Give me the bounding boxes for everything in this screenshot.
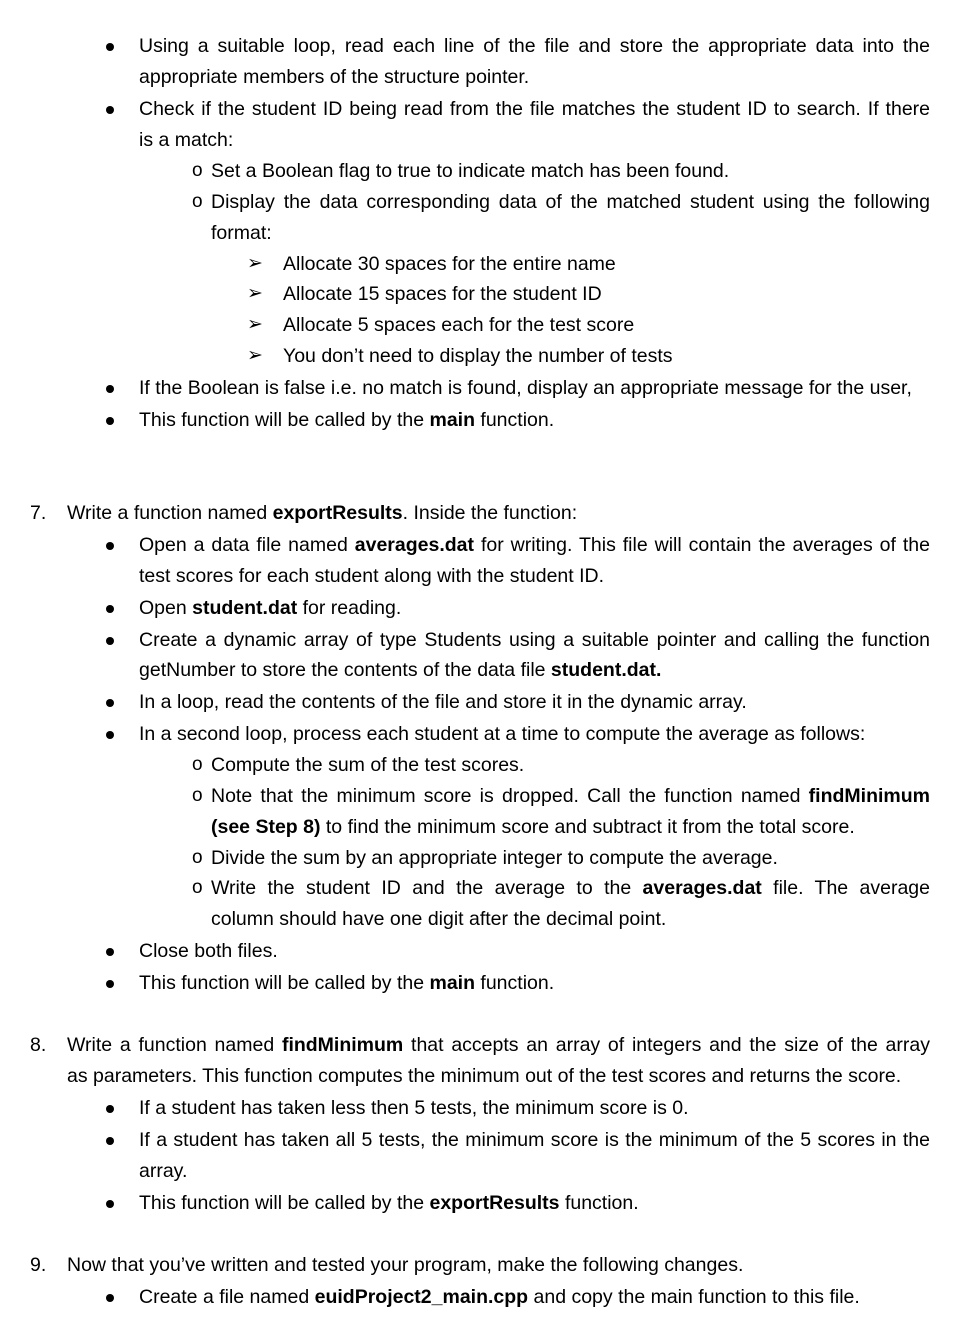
bullet-dynamic-array: Create a dynamic array of type Students using a suitable pointer and calling the function [139,625,930,656]
bullet-second-loop: In a second loop, process each student at a time to compute the average as follows: [139,719,865,750]
item-number-8: 8. [30,1034,47,1056]
arrow-item-no-tests: ➢ You don’t need to display the number of tests [283,341,673,372]
bullet-check-id: Check if the student ID being read from the file matches the student ID to search. If there [139,94,930,125]
bullet-read-loop-cont: appropriate members of the structure pointer. [139,66,530,88]
sub-write-average-cont: column should have one digit after the decimal point. [211,908,667,930]
bullet-read-into-array: In a loop, read the contents of the file and store it in the dynamic array. [139,687,747,718]
bullet-check-id-cont: is a match: [139,129,234,151]
bullet-all-5: If a student has taken all 5 tests, the minimum score is the minimum of the 5 scores in the [139,1125,930,1156]
bullet-all-5-cont: array. [139,1160,188,1182]
bullet-called-by-export: This function will be called by the exportResults function. [139,1188,639,1219]
bullet-called-by-main-7: This function will be called by the main function. [139,968,554,999]
arrow-item-name-width: ➢ Allocate 30 spaces for the entire name [283,249,616,280]
item-8-heading: Write a function named findMinimum that accepts an array of integers and the size of the array [67,1034,930,1056]
sub-display-data: o Display the data corresponding data of the matched student using the following [211,187,930,218]
sub-drop-minimum-cont: (see Step 8) to find the minimum score and subtract it from the total score. [211,816,855,838]
bullet-open-student: Open student.dat for reading. [139,593,401,624]
bullet-dynamic-array-cont: getNumber to store the contents of the data file student.dat. [139,659,662,681]
bullet-read-loop: Using a suitable loop, read each line of the file and store the appropriate data into the [139,31,930,62]
sub-compute-sum: o Compute the sum of the test scores. [211,750,524,781]
item-number-7: 7. [30,502,47,524]
sub-divide-sum: o Divide the sum by an appropriate integer to compute the average. [211,843,778,874]
arrow-item-score-width: ➢ Allocate 5 spaces each for the test score [283,310,634,341]
item-7-heading: Write a function named exportResults. Inside the function: [67,502,578,524]
sub-drop-minimum: o Note that the minimum score is dropped. Call the function named findMinimum [211,781,930,812]
item-9-heading: Now that you’ve written and tested your program, make the following changes. [67,1254,744,1276]
sub-write-average: o Write the student ID and the average to the averages.dat file. The average [211,873,930,904]
bullet-close-files: Close both files. [139,936,278,967]
arrow-item-id-width: ➢ Allocate 15 spaces for the student ID [283,279,602,310]
bullet-less-than-5: If a student has taken less then 5 tests, the minimum score is 0. [139,1093,689,1124]
item-8-heading-cont: as parameters. This function computes the minimum out of the test scores and returns the score. [67,1065,902,1087]
bullet-no-match: If the Boolean is false i.e. no match is found, display an appropriate message for the user, [139,373,912,404]
bullet-open-averages-cont: test scores for each student along with the student ID. [139,565,605,587]
sub-display-data-cont: format: [211,222,272,244]
item-number-9: 9. [30,1254,47,1276]
bullet-called-by-main: This function will be called by the main function. [139,405,554,436]
bullet-create-main-file: Create a file named euidProject2_main.cpp and copy the main function to this file. [139,1282,860,1313]
sub-set-flag: o Set a Boolean flag to true to indicate match has been found. [211,156,729,187]
bullet-open-averages: Open a data file named averages.dat for writing. This file will contain the averages of the [139,530,930,561]
